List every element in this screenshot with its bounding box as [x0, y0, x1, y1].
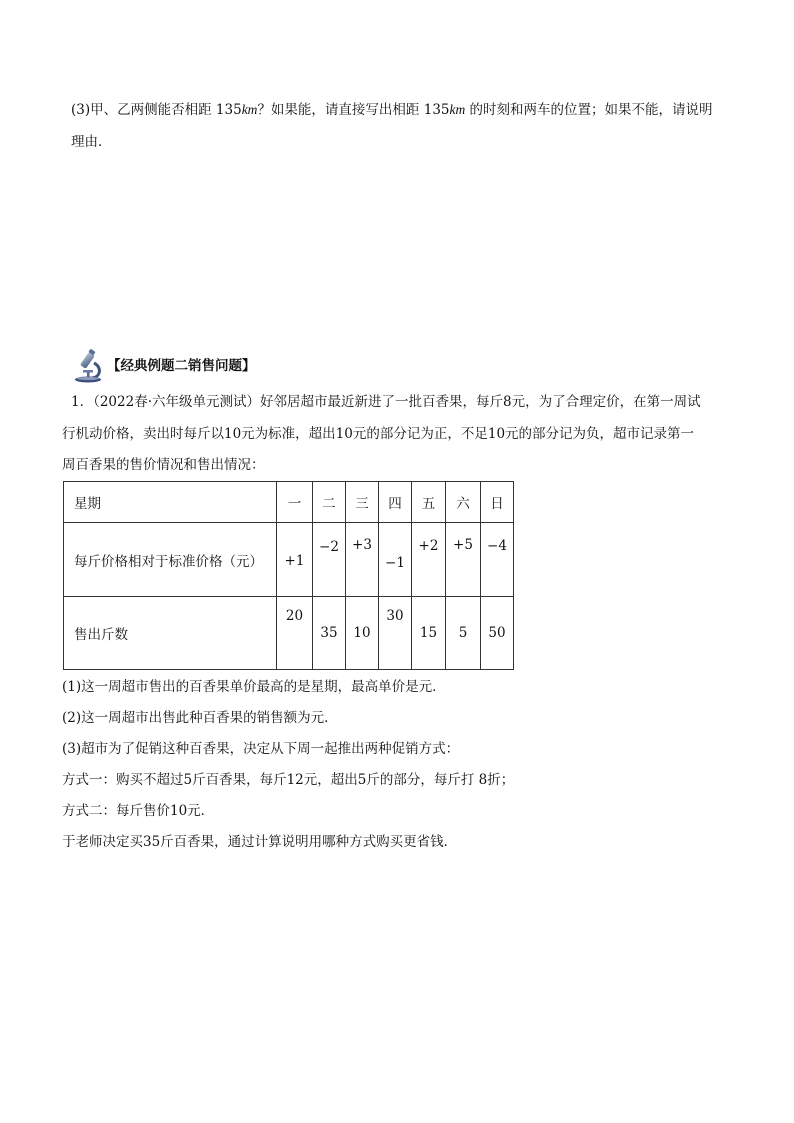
- day-label: 二: [322, 496, 336, 512]
- option-1: 方式一：购买不超过5斤百香果，每斤12元，超出5斤的部分，每斤打 8折；: [62, 772, 515, 788]
- day-cell: [379, 482, 412, 523]
- section-title: 【经典例题二销售问题】: [107, 358, 256, 374]
- day-label: 五: [421, 496, 436, 512]
- price-value: +1: [284, 553, 305, 569]
- sold-cell: [446, 597, 481, 670]
- sold-cell: [313, 597, 346, 670]
- problem-3-text-c: 的时刻和两车的位置；如果不能，请说明: [465, 102, 713, 118]
- sold-value: 50: [488, 625, 506, 641]
- day-cell: [313, 482, 346, 523]
- table-row-sold: [64, 597, 514, 670]
- day-label: 一: [287, 496, 302, 512]
- question-2: (2)这一周超市出售此种百香果的销售额为元．: [62, 710, 338, 726]
- sold-cell: [346, 597, 379, 670]
- sold-value: 30: [386, 608, 404, 624]
- problem-intro-line-3: 周百香果的售价情况和售出情况：: [62, 457, 265, 473]
- table-row-price: [64, 523, 514, 597]
- price-cell: [446, 523, 481, 597]
- unit-km: km: [241, 102, 258, 117]
- sold-value: 15: [419, 625, 438, 641]
- price-value: −2: [319, 539, 339, 555]
- unit-km: km: [449, 102, 466, 117]
- table-header-row: [64, 482, 514, 523]
- day-label: 六: [456, 496, 470, 512]
- day-label: 三: [355, 496, 369, 512]
- problem-3-line-1: [71, 100, 713, 120]
- price-value: +2: [418, 538, 439, 554]
- price-cell: [277, 523, 313, 597]
- sold-label: 售出斤数: [74, 627, 128, 643]
- question-1: (1)这一周超市售出的百香果单价最高的是星期，最高单价是元．: [62, 679, 446, 695]
- sold-cell: [481, 597, 514, 670]
- price-value: −4: [487, 538, 507, 554]
- price-cell: [379, 523, 412, 597]
- sold-cell: [412, 597, 446, 670]
- day-label: 日: [490, 496, 504, 512]
- microscope-icon: [72, 349, 104, 383]
- price-label-cell: [64, 523, 277, 597]
- day-cell: [277, 482, 313, 523]
- problem-3-line-2: 理由．: [71, 134, 112, 150]
- sold-value: 20: [285, 608, 304, 624]
- header-label-cell: [64, 482, 277, 523]
- sold-value: 35: [320, 625, 338, 641]
- price-value: +3: [352, 537, 372, 553]
- day-cell: [446, 482, 481, 523]
- day-label: 四: [388, 496, 402, 512]
- day-cell: [481, 482, 514, 523]
- price-cell: [481, 523, 514, 597]
- sold-cell: [277, 597, 313, 670]
- price-cell: [313, 523, 346, 597]
- question-ask: 于老师决定买35斤百香果，通过计算说明用哪种方式购买更省钱．: [62, 834, 458, 850]
- problem-3-text-b: ？如果能，请直接写出相距 135: [257, 102, 450, 118]
- section-header: [72, 348, 256, 384]
- price-label: 每斤价格相对于标准价格（元）: [74, 553, 263, 570]
- problem-intro-line-1: 1．（2022春·六年级单元测试）好邻居超市最近新进了一批百香果，每斤8元，为了合理定价，在第一周试: [71, 394, 701, 410]
- price-cell: [346, 523, 379, 597]
- sold-value: 10: [353, 625, 371, 641]
- sales-table: [63, 481, 514, 670]
- sold-cell: [379, 597, 412, 670]
- price-value: −1: [385, 555, 405, 571]
- sold-value: 5: [458, 625, 468, 641]
- problem-3-text-a: (3)甲、乙两侧能否相距 135: [71, 102, 242, 118]
- price-cell: [412, 523, 446, 597]
- price-value: +5: [453, 537, 473, 553]
- header-label: 星期: [74, 496, 101, 512]
- sold-label-cell: [64, 597, 277, 670]
- question-3: (3)超市为了促销这种百香果，决定从下周一起推出两种促销方式：: [62, 741, 460, 757]
- option-2: 方式二：每斤售价10元．: [62, 803, 215, 819]
- day-cell: [412, 482, 446, 523]
- problem-intro-line-2: 行机动价格，卖出时每斤以10元为标准，超出10元的部分记为正，不足10元的部分记为负，超市记录第一: [62, 426, 695, 442]
- day-cell: [346, 482, 379, 523]
